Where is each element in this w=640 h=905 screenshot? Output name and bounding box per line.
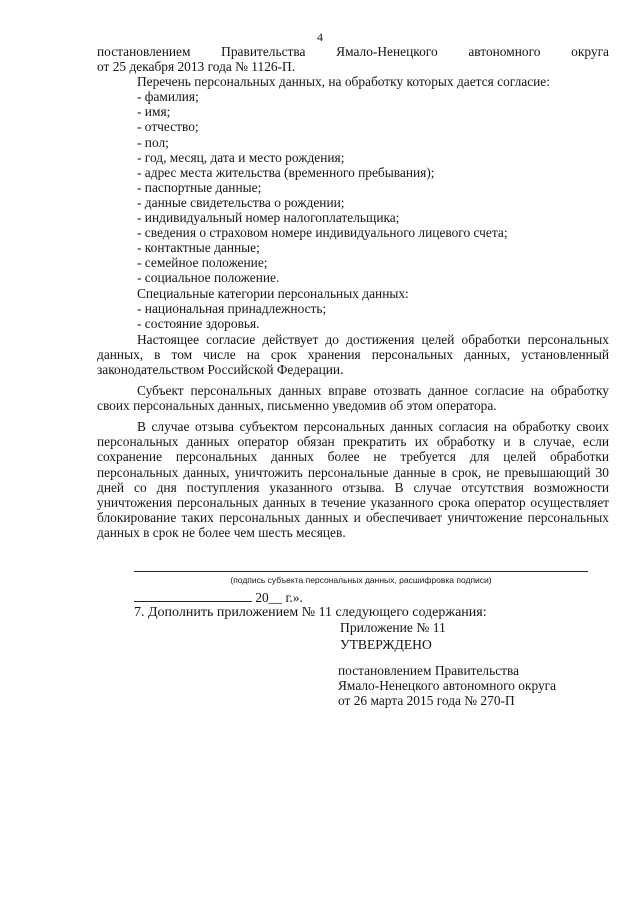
date-text: 20__ г.». bbox=[252, 590, 303, 605]
decree-reference-line2: от 25 декабря 2013 года № 1126-П. bbox=[97, 59, 296, 75]
list-item: - семейное положение; bbox=[137, 255, 268, 271]
body-text bbox=[97, 44, 609, 540]
personal-data-list-intro: Перечень персональных данных, на обработку которых дается согласие: bbox=[137, 74, 550, 90]
special-categories-intro: Специальные категории персональных данных: bbox=[137, 285, 409, 301]
list-item: - пол; bbox=[137, 134, 169, 150]
revocation-paragraph: Субъект персональных данных вправе отозвать данное согласие на обработку своих персональных данных, письменно уведомив об этом оператора. bbox=[97, 383, 609, 414]
list-item: - отчество; bbox=[137, 119, 199, 135]
list-item: - фамилия; bbox=[137, 89, 199, 105]
date-blank bbox=[134, 589, 252, 602]
list-item: - национальная принадлежность; bbox=[137, 300, 327, 316]
signature-caption: (подпись субъекта персональных данных, расшифровка подписи) bbox=[230, 575, 492, 585]
amendment-item: 7. Дополнить приложением № 11 следующего содержания: bbox=[134, 605, 487, 620]
list-item: - сведения о страховом номере индивидуального лицевого счета; bbox=[137, 225, 508, 241]
list-item: - контактные данные; bbox=[137, 240, 260, 256]
list-item: - паспортные данные; bbox=[137, 179, 262, 195]
appendix-label: Приложение № 11 bbox=[340, 620, 446, 635]
appendix-header bbox=[340, 620, 446, 652]
page-number: 4 bbox=[317, 30, 323, 44]
personal-data-list bbox=[97, 89, 609, 285]
special-categories-list bbox=[97, 301, 609, 331]
decree-reference-line1: постановлением Правительства Ямало-Ненецкого автономного округа bbox=[97, 44, 609, 59]
approved-stamp-text: УТВЕРЖДЕНО bbox=[340, 636, 432, 652]
appendix-decree-line: постановлением Правительства bbox=[338, 663, 520, 678]
list-item: - индивидуальный номер налогоплательщика; bbox=[137, 210, 400, 226]
revocation-consequence-paragraph: В случае отзыва субъектом персональных данных согласия на обработку своих персональных данных оператор обязан прекратить их обработку и в случае, если сохранение персональных данных более не требуется для целей обработки персональных данных, уничтожить персональные данные в срок, не превышающий 30 дней со дня поступления указанного отзыва. В случае отсутствия возможности уничтожения персональных данных в течение указанного срока оператор осуществляет блокирование таких персональных данных и обеспечивает уничтожение персональных данных в срок не более чем шесть месяцев. bbox=[97, 419, 609, 540]
appendix-decree-line: от 26 марта 2015 года № 270-П bbox=[338, 693, 515, 709]
list-item: - состояние здоровья. bbox=[137, 315, 260, 331]
date-line bbox=[134, 589, 303, 606]
list-item: - год, месяц, дата и место рождения; bbox=[137, 149, 345, 165]
appendix-decree-line: Ямало-Ненецкого автономного округа bbox=[338, 678, 557, 694]
validity-paragraph: Настоящее согласие действует до достижения целей обработки персональных данных, в том числе на срок хранения персональных данных, установленный законодательством Российской Федерации. bbox=[97, 331, 609, 377]
list-item: - имя; bbox=[137, 104, 171, 120]
list-item: - адрес места жительства (временного пребывания); bbox=[137, 164, 435, 180]
signature-line bbox=[134, 571, 588, 572]
list-item: - данные свидетельства о рождении; bbox=[137, 194, 345, 210]
list-item: - социальное положение. bbox=[137, 270, 280, 286]
appendix-decree bbox=[338, 663, 556, 709]
